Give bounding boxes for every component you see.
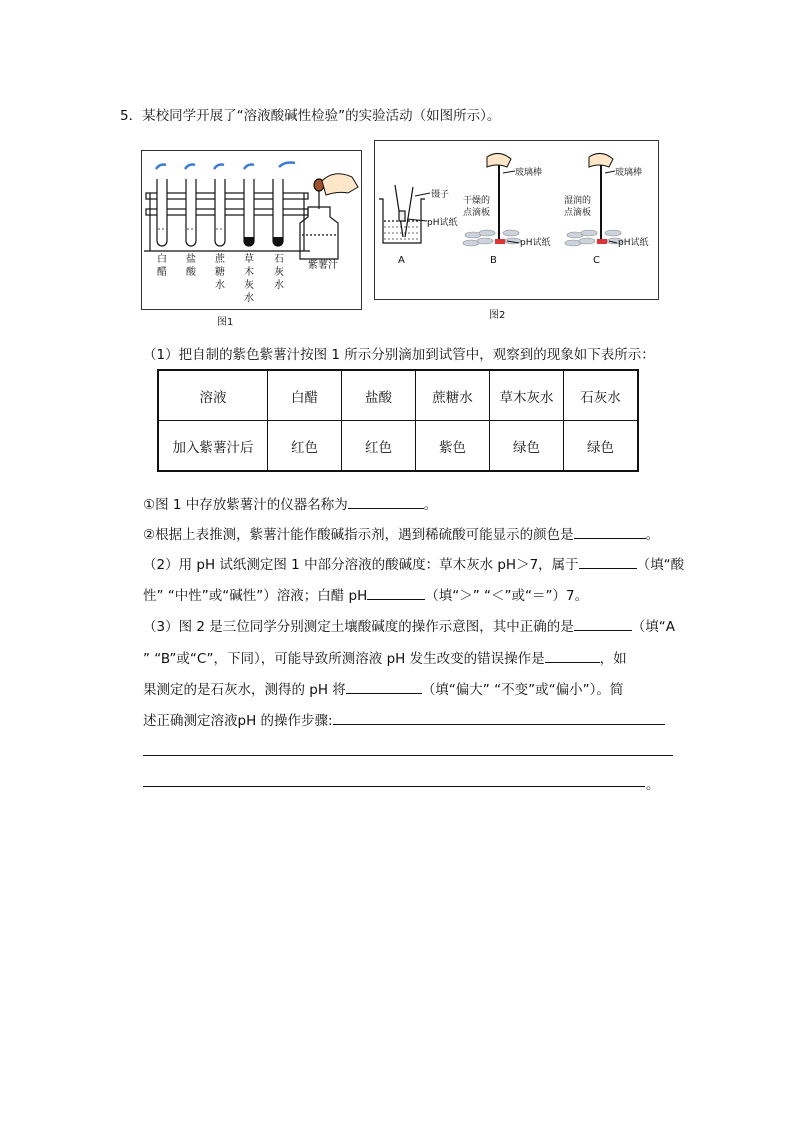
answer-blank[interactable] (346, 679, 422, 694)
part3-end: 。 (646, 777, 660, 793)
panel-a-label: A (398, 255, 405, 266)
part1-intro: （1）把自制的紫色紫薯汁按图 1 所示分别滴加到试管中，观察到的现象如下表所示： (143, 347, 655, 363)
table-cell: 绿色 (490, 421, 564, 472)
wet-plate-label-1: 湿润的 (564, 196, 592, 206)
tweezers-label: 镊子 (431, 190, 450, 200)
ph-paper-label-b: pH试纸 (520, 238, 551, 248)
table-cell: 石灰水 (564, 370, 639, 421)
answer-blank[interactable] (367, 585, 425, 600)
question-number: 5． (120, 108, 143, 124)
figure-2-caption: 图2 (489, 310, 506, 321)
table-cell: 红色 (342, 421, 416, 472)
test-tube (186, 179, 196, 246)
panel-b-label: B (490, 255, 497, 266)
bottle-label: 紫薯汁 (308, 260, 338, 271)
part3-line1-text: （3）图 2 是三位同学分别测定土壤酸碱度的操作示意图，其中正确的是 (143, 619, 574, 635)
tube-label-5: 石灰水 (274, 254, 284, 291)
answer-blank[interactable] (333, 710, 665, 725)
table-cell: 盐酸 (342, 370, 416, 421)
part3-line3-end: （填“偏大” “不变”或“偏小”）。简 (421, 682, 624, 698)
tube-label-3: 蔗糖水 (215, 254, 225, 291)
part3-line2-end: ，如 (599, 651, 627, 667)
tube-label-4: 草木灰水 (244, 254, 254, 304)
question-stem-text: 某校同学开展了“溶液酸碱性检验”的实验活动（如图所示）。 (142, 108, 501, 124)
part3-line1-end: （填“A (631, 619, 675, 635)
test-tube (157, 179, 167, 246)
part3-line3 (143, 678, 623, 698)
part1-q2 (143, 523, 659, 543)
part1-q2-end: 。 (645, 527, 660, 543)
answer-blank[interactable] (348, 494, 424, 509)
figure-1 (141, 150, 362, 310)
beaker-a (379, 185, 425, 243)
table-cell: 绿色 (564, 421, 639, 472)
drop-arrows (156, 163, 295, 170)
part2-line1 (143, 553, 684, 573)
test-tube-rack (144, 193, 310, 251)
table-row (158, 421, 638, 472)
part3-line3-text: 果测定的是石灰水，测得的 pH 将 (143, 682, 346, 698)
table-cell: 加入紫薯汁后 (158, 421, 268, 472)
part1-q1 (143, 493, 437, 513)
part2-line2-text: 性” “中性”或“碱性”）溶液；白醋 pH (143, 588, 368, 604)
test-tube (215, 179, 225, 246)
part2-line2 (143, 584, 588, 604)
hand-illustration (322, 174, 358, 195)
table-cell: 红色 (268, 421, 342, 472)
table-cell: 溶液 (158, 370, 268, 421)
part3-line4 (143, 709, 665, 729)
question-stem (120, 104, 500, 124)
part1-q2-text: ②根据上表推测，紫薯汁能作酸碱指示剂，遇到稀硫酸可能显示的颜色是 (143, 527, 574, 543)
panel-c-label: C (593, 255, 600, 266)
answer-line[interactable] (143, 786, 645, 787)
answer-blank[interactable] (579, 554, 637, 569)
table-cell: 紫色 (416, 421, 490, 472)
ph-paper-label-a: pH试纸 (427, 218, 458, 228)
table-cell: 白醋 (268, 370, 342, 421)
wet-plate-label-2: 点滴板 (564, 208, 592, 218)
observation-table (157, 369, 639, 472)
part3-line1 (143, 615, 675, 635)
table-cell: 蔗糖水 (416, 370, 490, 421)
test-tube (244, 179, 254, 246)
glass-rod-label-c: 玻璃棒 (615, 168, 643, 178)
part2-line1-end: （填“酸 (636, 557, 685, 573)
table-cell: 草木灰水 (490, 370, 564, 421)
part2-line2-end: （填“＞” “＜”或“＝”）7。 (425, 588, 589, 604)
glass-rod-label-b: 玻璃棒 (515, 168, 543, 178)
figure-2 (374, 140, 659, 300)
part3-line2-text: ” “B”或“C”，下同），可能导致所测溶液 pH 发生改变的错误操作是 (143, 651, 545, 667)
tube-label-2: 盐酸 (186, 254, 196, 278)
figure-1-caption: 图1 (217, 317, 234, 328)
answer-line[interactable] (143, 755, 673, 756)
answer-blank[interactable] (545, 648, 600, 663)
part3-line4-text: 述正确测定溶液pH 的操作步骤: (143, 713, 333, 729)
answer-blank[interactable] (574, 616, 632, 631)
test-tube (273, 179, 283, 246)
dry-plate-label-2: 点滴板 (463, 208, 491, 218)
part1-q1-text: ①图 1 中存放紫薯汁的仪器名称为 (143, 497, 348, 513)
figure-1-drawing (142, 151, 361, 309)
tube-label-1: 白醋 (157, 254, 167, 278)
ph-paper-label-c: pH试纸 (618, 238, 649, 248)
part2-line1-text: （2）用 pH 试纸测定图 1 中部分溶液的酸碱度：草木灰水 pH＞7，属于 (143, 557, 579, 573)
dry-plate-label-1: 干燥的 (463, 196, 491, 206)
part1-q1-end: 。 (423, 497, 438, 513)
part3-line2 (143, 647, 627, 667)
answer-blank[interactable] (574, 524, 646, 539)
table-row (158, 370, 638, 421)
figure-2-drawing (375, 141, 658, 299)
